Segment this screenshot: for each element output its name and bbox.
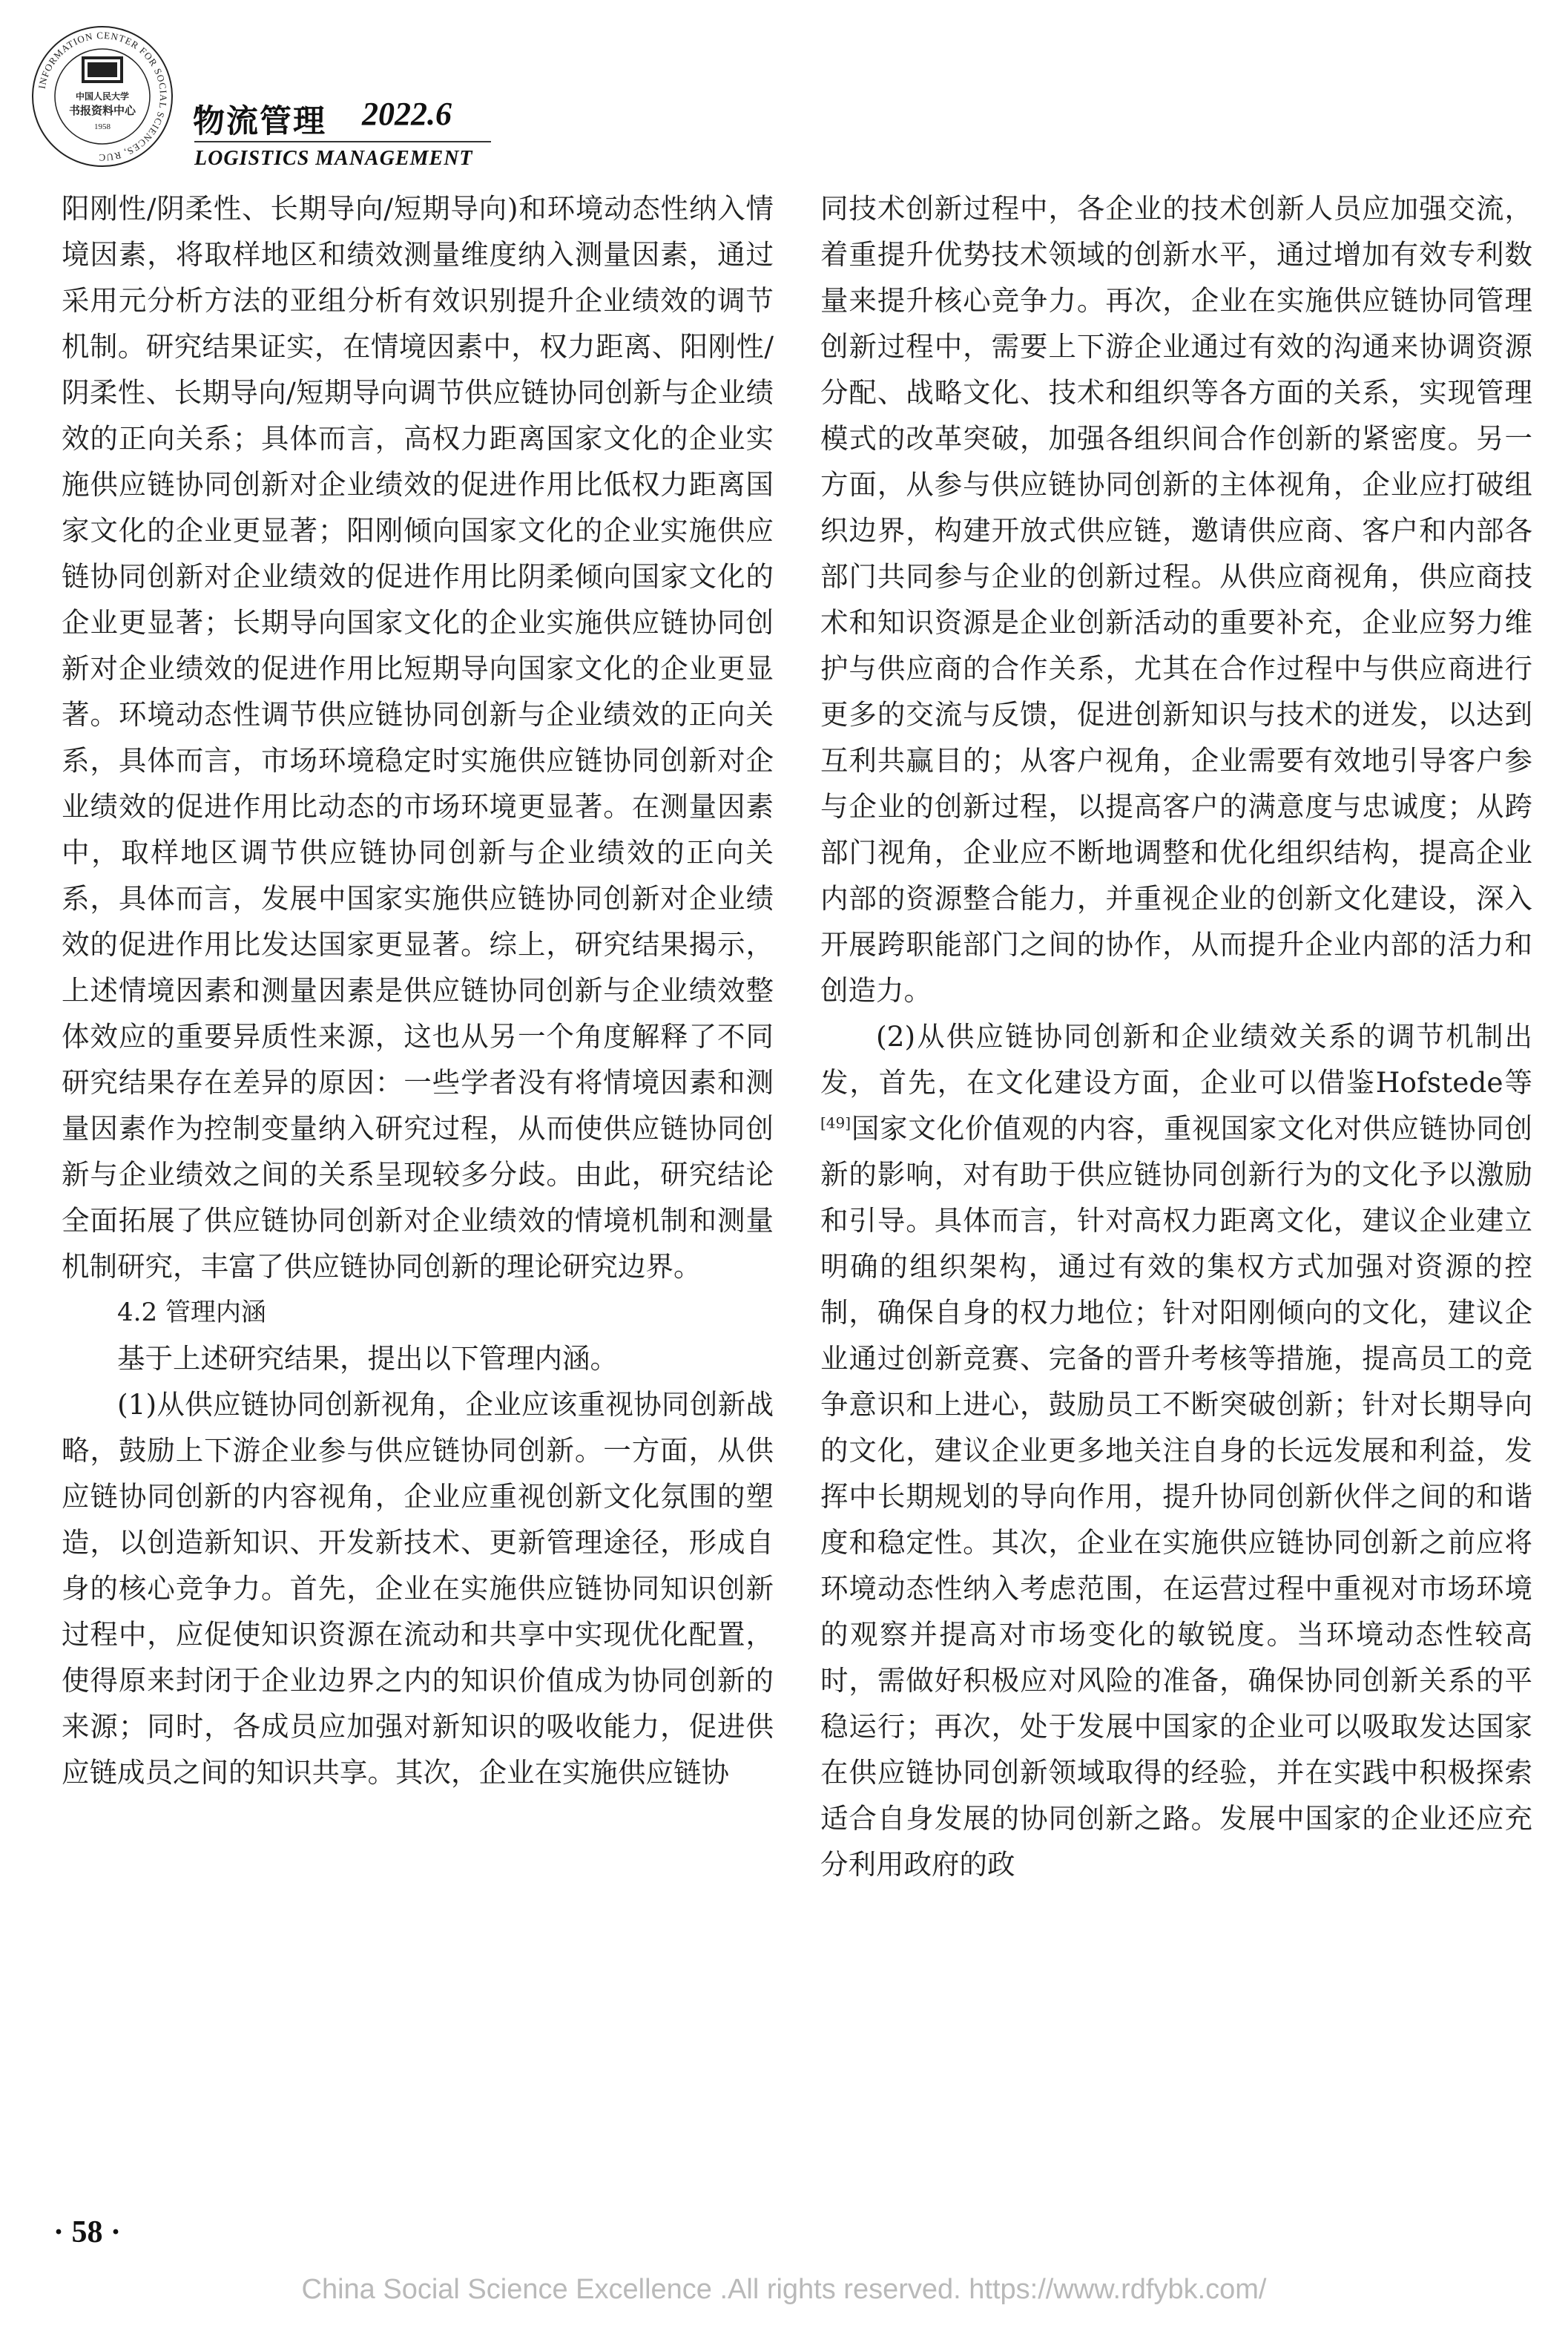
paragraph-text: 国家文化价值观的内容，重视国家文化对供应链协同创新的影响，对有助于供应链协同创新行为的文化予以激励和引导。具体而言，针对高权力距离文化，建议企业建立明确的组织架构，通过有效的集权方式加强对资源的控制，确保自身的权力地位；针对阳刚倾向的文化，建议企业通过创新竞赛、完备的晋升考核等措施，提高员工的竞争意识和上进心，鼓励员工不断突破创新；针对长期导向的文化，建议企业更多地关注自身的长远发展和利益，发挥中长期规划的导向作用，提升协同创新伙伴之间的和谐度和稳定性。其次，企业在实施供应链协同创新之前应将环境动态性纳入考虑范围，在运营过程中重视对市场环境的观察并提高对市场变化的敏锐度。当环境动态性较高时，需做好积极应对风险的准备，确保协同创新关系的平稳运行；再次，处于发展中国家的企业可以吸取发达国家在供应链协同创新领域取得的经验，并在实践中积极探索适合自身发展的协同创新之路。发展中国家的企业还应充分利用政府的政 <box>820 1112 1532 1881</box>
body-paragraph: 基于上述研究结果，提出以下管理内涵。 <box>117 1342 618 1375</box>
journal-title-en: LOGISTICS MANAGEMENT <box>194 147 473 170</box>
citation-marker[interactable]: [49] <box>820 1114 851 1132</box>
svg-text:1958: 1958 <box>94 122 111 131</box>
svg-text:书报资料中心: 书报资料中心 <box>68 104 136 117</box>
copyright-footer: China Social Science Excellence .All rights reserved. https://www.rdfybk.com/ <box>301 2274 1267 2305</box>
section-heading: 4.2 管理内涵 <box>117 1298 266 1327</box>
ruc-information-center-logo <box>28 22 177 171</box>
body-paragraph: (1)从供应链协同创新视角，企业应该重视协同创新战略，鼓励上下游企业参与供应链协同创新。一方面，从供应链协同创新的内容视角，企业应重视创新文化氛围的塑造，以创造新知识、开发新技术、更新管理途径，形成自身的核心竞争力。首先，企业在实施供应链协同知识创新过程中，应促使知识资源在流动和共享中实现优化配置，使得原来封闭于企业边界之内的知识价值成为协同创新的来源；同时，各成员应加强对新知识的吸收能力，促进供应链成员之间的知识共享。其次，企业在实施供应链协 <box>62 1388 774 1789</box>
body-paragraph <box>820 1013 1532 1887</box>
svg-text:INFORMATION CENTER FOR SOCIAL: INFORMATION CENTER FOR SOCIAL SCIENCES, RUC <box>36 29 170 164</box>
svg-text:中国人民大学: 中国人民大学 <box>75 91 130 102</box>
header-rule <box>194 141 491 142</box>
body-paragraph: 同技术创新过程中，各企业的技术创新人员应加强交流，着重提升优势技术领域的创新水平，通过增加有效专利数量来提升核心竞争力。再次，企业在实施供应链协同管理创新过程中，需要上下游企业通过有效的沟通来协调资源分配、战略文化、技术和组织等各方面的关系，实现管理模式的改革突破，加强各组织间合作创新的紧密度。另一方面，从参与供应链协同创新的主体视角，企业应打破组织边界，构建开放式供应链，邀请供应商、客户和内部各部门共同参与企业的创新过程。从供应商视角，供应商技术和知识资源是企业创新活动的重要补充，企业应努力维护与供应商的合作关系，尤其在合作过程中与供应商进行更多的交流与反馈，促进创新知识与技术的迸发，以达到互利共赢目的；从客户视角，企业需要有效地引导客户参与企业的创新过程，以提高客户的满意度与忠诚度；从跨部门视角，企业应不断地调整和优化组织结构，提高企业内部的资源整合能力，并重视企业的创新文化建设，深入开展跨职能部门之间的协作，从而提升企业内部的活力和创造力。 <box>820 192 1532 1007</box>
body-paragraph: 阳刚性/阴柔性、长期导向/短期导向)和环境动态性纳入情境因素，将取样地区和绩效测量维度纳入测量因素，通过采用元分析方法的亚组分析有效识别提升企业绩效的调节机制。研究结果证实，在情境因素中，权力距离、阳刚性/阴柔性、长期导向/短期导向调节供应链协同创新与企业绩效的正向关系；具体而言，高权力距离国家文化的企业实施供应链协同创新对企业绩效的促进作用比低权力距离国家文化的企业更显著；阳刚倾向国家文化的企业实施供应链协同创新对企业绩效的促进作用比阴柔倾向国家文化的企业更显著；长期导向国家文化的企业实施供应链协同创新对企业绩效的促进作用比短期导向国家文化的企业更显著。环境动态性调节供应链协同创新与企业绩效的正向关系，具体而言，市场环境稳定时实施供应链协同创新对企业绩效的促进作用比动态的市场环境更显著。在测量因素中，取样地区调节供应链协同创新与企业绩效的正向关系，具体而言，发展中国家实施供应链协同创新对企业绩效的促进作用比发达国家更显著。综上，研究结果揭示，上述情境因素和测量因素是供应链协同创新与企业绩效整体效应的重要异质性来源，这也从另一个角度解释了不同研究结果存在差异的原因：一些学者没有将情境因素和测量因素作为控制变量纳入研究过程，从而使供应链协同创新与企业绩效之间的关系呈现较多分歧。由此，研究结论全面拓展了供应链协同创新对企业绩效的情境机制和测量机制研究，丰富了供应链协同创新的理论研究边界。 <box>62 192 774 1283</box>
left-column <box>62 185 774 1795</box>
journal-issue: 2022.6 <box>362 96 452 132</box>
page-header <box>28 22 547 171</box>
journal-title-cn: 物流管理 <box>193 103 326 140</box>
page-number: · 58 · <box>53 2215 122 2249</box>
right-column <box>820 185 1532 1887</box>
paragraph-text: (2)从供应链协同创新和企业绩效关系的调节机制出发，首先，在文化建设方面，企业可以借鉴Hofstede等 <box>820 1020 1532 1099</box>
